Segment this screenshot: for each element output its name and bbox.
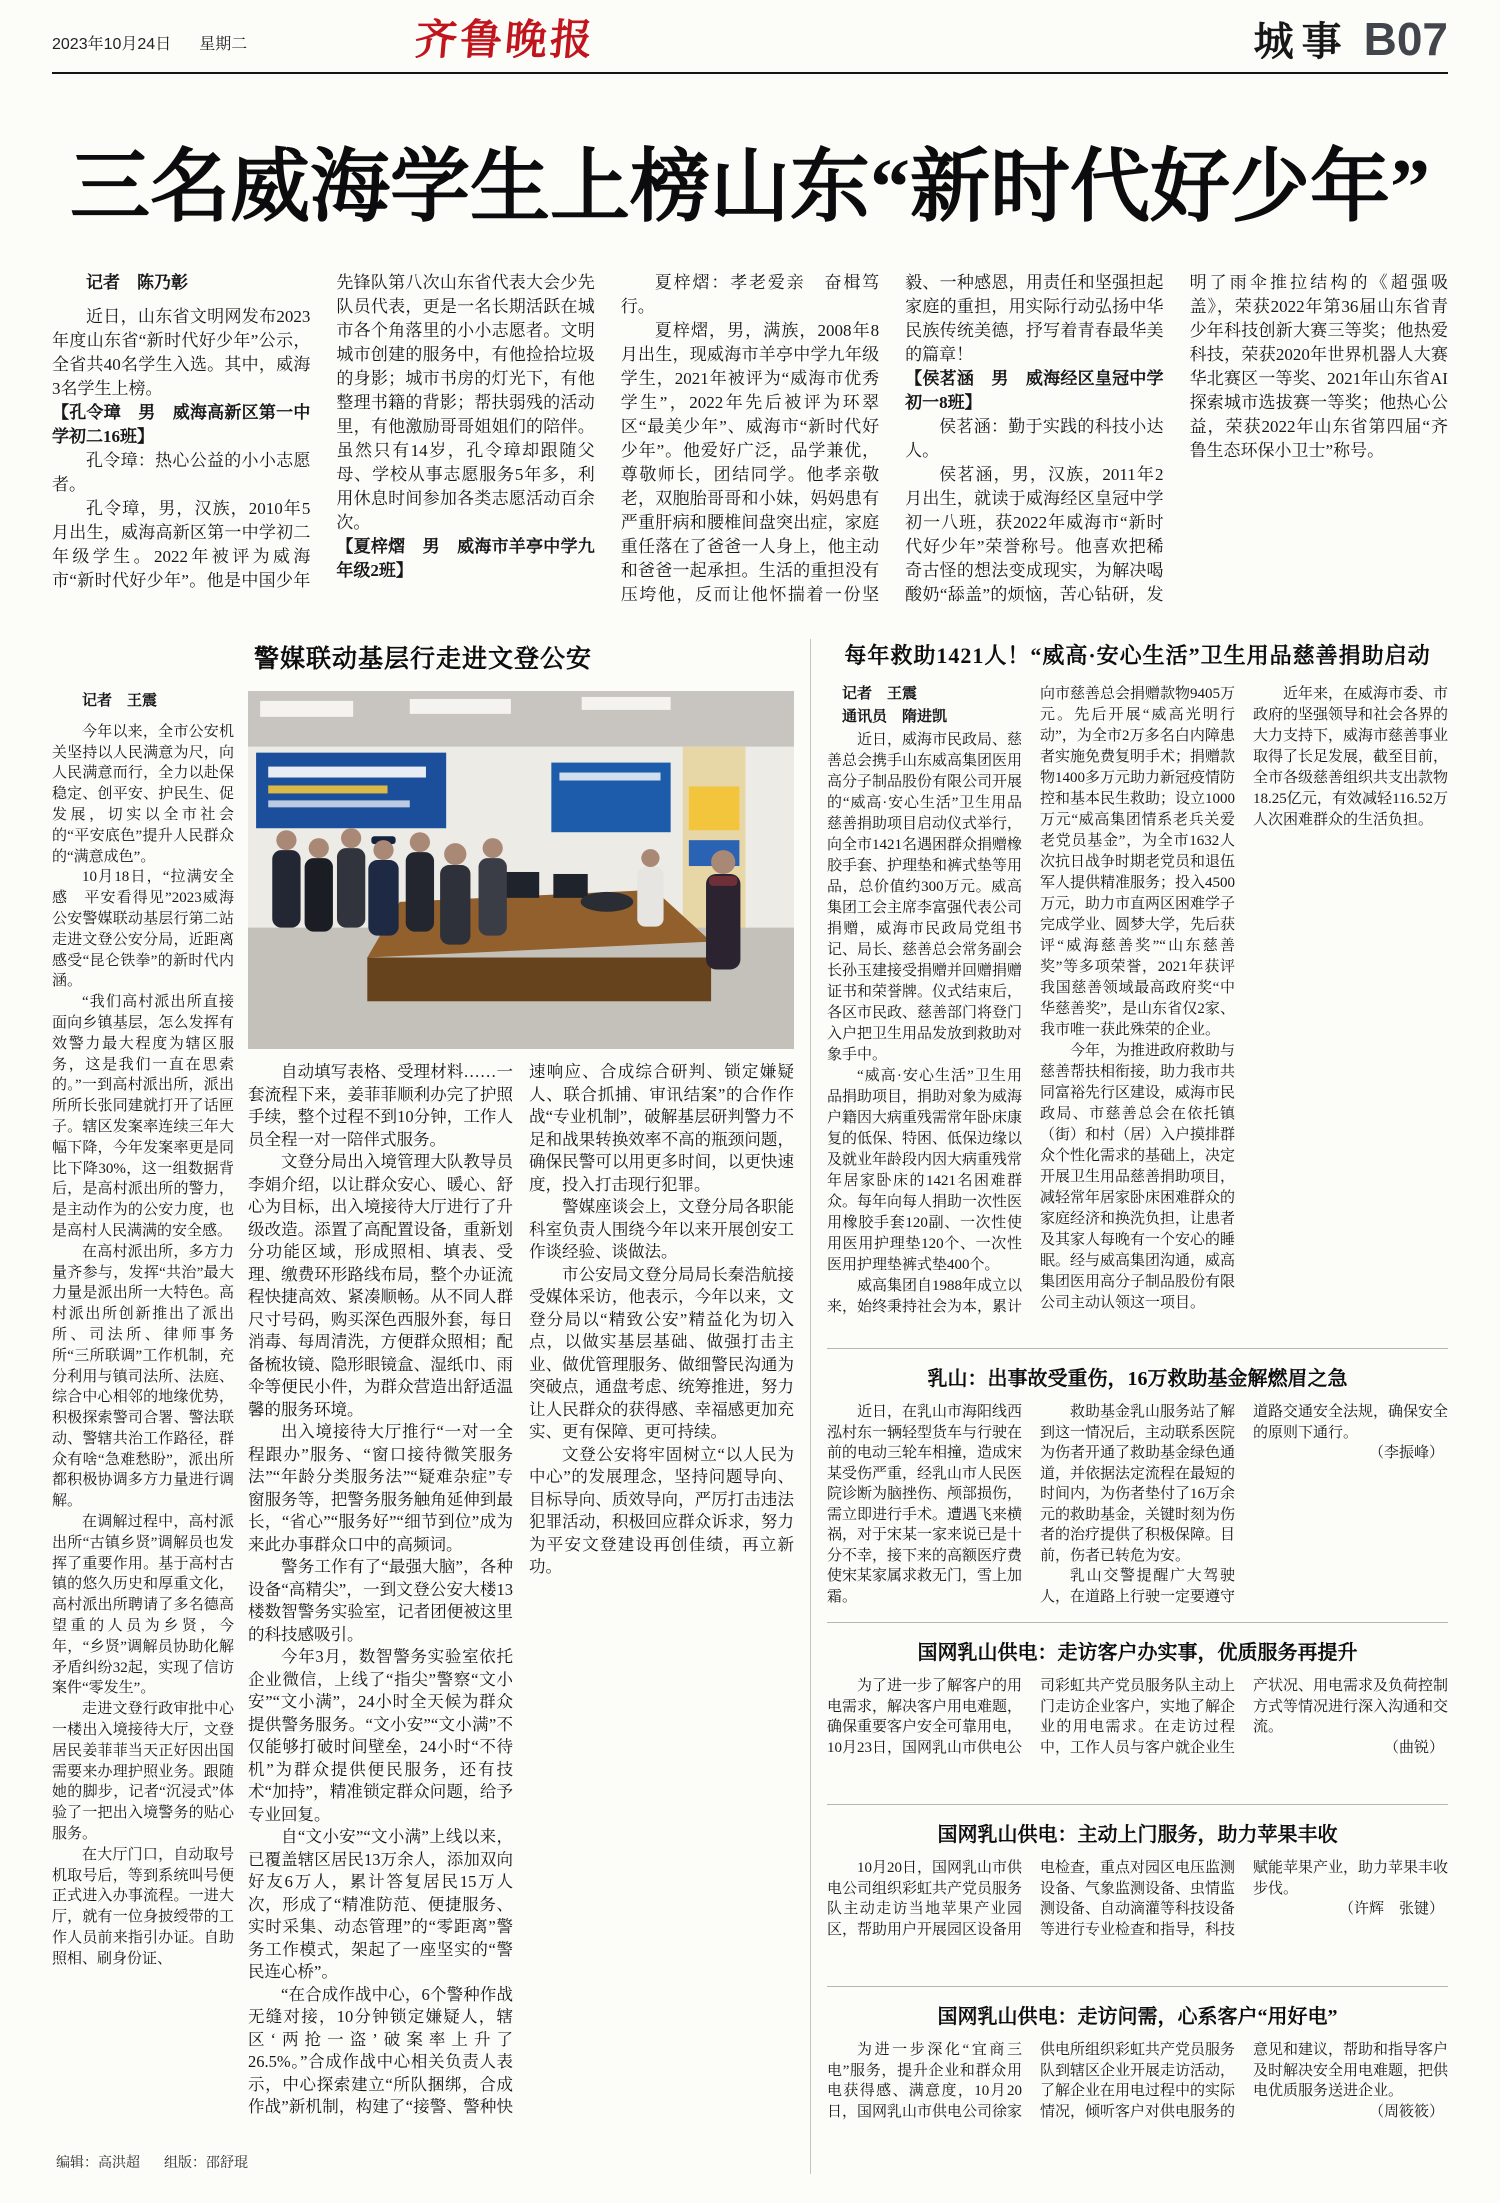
paragraph: 威高集团自1988年成立以来，始终秉持社会为本，累计向市慈善总会捐赠款物9405万元。先后开展“威高光明行动”，为全市2万多名白内障患者实施免费复明手术；捐赠款物1400多万元助力新冠疫情防控和基本民生救助；设立1000万元“威高集团情系老兵关爱老党员基金”，为全市1632人次抗日战争时期老党员和退伍军人提供精准服务；投入4500万元，助力市直两区困难学子完成学业、圆梦大学，先后获评“威海慈善奖”“山东慈善奖”等多项荣誉，2021年获评我国慈善领域最高政府奖“中华慈善奖”，是山东省仅2家、我市唯一获此殊荣的企业。: [827, 686, 1236, 1315]
paragraph: 救助基金乳山服务站了解到这一情况后，主动联系医院为伤者开通了救助基金绿色通道，并依据法定流程在最短的时间内，为伤者垫付了16万余元的救助基金，关键时刻为伤者的治疗提供了积极保障。目前，伤者已转危为安。: [1040, 1404, 1236, 1564]
paragraph: 自“文小安”“文小满”上线以来，已覆盖辖区居民13万余人，添加双向好友6万人，累计答复居民15万人次，形成了“精准防范、便捷服务、实时采集、动态管理”的“零距离”警务工作模式，架起了一座坚实的“警民连心桥”。: [248, 1827, 513, 1981]
paragraph: 文登分局出入境管理大队教导员李娟介绍，以让群众安心、暖心、舒心为目标，出入境接待大厅进行了升级改造。添置了高配置设备，重新划分功能区域，形成照相、填表、受理、缴费环形路线布局，整个办证流程快捷高效、紧凑顺畅。从不同人群尺寸号码，购买深色西服外套，每日消毒、每周清洗，方便群众照相；配备梳妆镜、隐形眼镜盒、湿纸巾、雨伞等便民小件，为群众营造出舒适温馨的服务环境。: [248, 1152, 513, 1419]
brief-signature: （许辉 张键）: [1338, 1901, 1444, 1917]
police-text-columns: [248, 1061, 794, 2139]
paragraph: 乳山交警提醒广大驾驶人，在道路上行驶一定要遵守道路交通安全法规，确保安全的原则下通行。: [1040, 1404, 1448, 1605]
police-article-body: [52, 691, 794, 2143]
weekday-text: 星期二: [199, 36, 248, 53]
charity-article-body: [827, 684, 1448, 1334]
article-brief-power-visit: [827, 1622, 1448, 1790]
article-brief-apple-harvest: [827, 1804, 1448, 1972]
paragraph: 【侯茗涵 男 威海经区皇冠中学初一8班】: [905, 369, 1164, 412]
main-article-body: [52, 271, 1448, 613]
brief-signature: （周筱筱）: [1368, 2103, 1444, 2120]
paragraph: “在合成作战中心，6个警种作战无缝对接，10分钟锁定嫌疑人，辖区‘两抢一盗’破案率上升了26.5%。”合成作战中心相关负责人表示，中心探索建立“所队捆绑，合成作战”新机制，构建了“接警、警种快速响应、合成综合研判、锁定嫌疑人、联合抓捕、审讯结案”的合作作战“专业机制”，破解基层研判警力不足和战果转换效率不高的瓶颈问题，确保民警可以用更多时间，以更快速度，投入打击现行犯罪。: [248, 1062, 794, 2116]
paragraph: 出入境接待大厅推行“一对一全程跟办”服务、“窗口接待微笑服务法”“年龄分类服务法”“疑难杂症”专窗服务等，把警务服务触角延伸到最长，“省心”“服务好”“细节到位”成为来此办事群众口中的高频词。: [248, 1422, 513, 1554]
lower-section: [52, 639, 1448, 2174]
right-column-zone: [810, 639, 1448, 2174]
police-rest-text: [248, 1061, 794, 2139]
article-charity: [827, 639, 1448, 1334]
charity-byline-reporter: 记者 王震: [842, 686, 918, 702]
article-brief-rushan-accident: [827, 1348, 1448, 1608]
paragraph: 警媒座谈会上，文登分局各职能科室负责人围绕今年以来开展创安工作谈经验、谈做法。: [529, 1197, 794, 1261]
charity-article-text: [827, 684, 1448, 1334]
paragraph: 近年来，在威海市委、市政府的坚强领导和社会各界的大力支持下，威海市慈善事业取得了长足发展，截至目前，全市各级慈善组织共支出款物18.25亿元，有效减轻116.52万人次困难群众的生活负担。: [1253, 686, 1448, 828]
paragraph: 在调解过程中，高村派出所“古镇乡贤”调解员也发挥了重要作用。基于高村古镇的悠久历史和厚重文化，高村派出所聘请了多名德高望重的人员为乡贤，今年，“乡贤”调解员协助化解矛盾纠纷32起，实现了信访案件“零发生”。: [52, 1514, 234, 1697]
date-text: 2023年10月24日: [52, 36, 172, 53]
police-column-1-text: [52, 722, 234, 1970]
brief-text: [827, 1402, 1448, 1608]
brief-body: [827, 2040, 1448, 2174]
paragraph: 走进文登行政审批中心一楼出入境接待大厅，文登居民姜菲菲当天正好因出国需要来办理护照业务。跟随她的脚步，记者“沉浸式”体验了一把出入境警务的贴心服务。: [52, 1701, 234, 1843]
paragraph: 近日，在乳山市海阳线西泓村东一辆轻型货车与行驶在前的电动三轮车相撞，造成宋某受伤严重，经乳山市人民医院诊断为脑挫伤、颅部损伤，需立即进行手术。遭遇飞来横祸，对于宋某一家来说已是十分不幸，接下来的高额医疗费使宋某家属求救无门，雪上加霜。: [827, 1404, 1023, 1605]
paragraph: 侯茗涵，男，汉族，2011年2月出生，就读于威海经区皇冠中学初一八班，获2022年威海市“新时代好少年”荣誉称号。他喜欢把稀奇古怪的想法变成现实，为解决喝酸奶“舔盖”的烦恼，苦心钻研，发明了雨伞推拉结构的《超强吸盖》，荣获2022年第36届山东省青少年科技创新大赛三等奖；他热爱科技，荣获2020年世界机器人大赛华北赛区一等奖、2021年山东省AI探索城市选拔赛一等奖；他热心公益，荣获2022年山东省第四届“齐鲁生态环保小卫士”称号。: [905, 273, 1448, 604]
masthead: [52, 13, 1448, 74]
charity-byline-correspondent: 通讯员 隋进凯: [842, 709, 948, 725]
paragraph: 近日，威海市民政局、慈善总会携手山东威高集团医用高分子制品股份有限公司开展的“威高·安心生活”卫生用品慈善捐助项目启动仪式举行，向全市1421名遇困群众捐赠橡胶手套、护理垫和裤式垫等用品，总价值约300万元。威高集团工会主席李富强代表公司捐赠，威海市民政局党组书记、局长、慈善总会常务副会长孙玉建接受捐赠并回赠捐赠证书和荣誉牌。仪式结束后，各区市民政、慈善部门将登门入户把卫生用品发放到救助对象手中。: [827, 732, 1023, 1063]
layout-credit: 组版：邵舒琨: [164, 2154, 248, 2170]
paragraph: 警务工作有了“最强大脑”，各种设备“高精尖”，一到文登公安大楼13楼数智警务实验室，记者团便被这里的科技感吸引。: [248, 1557, 513, 1644]
police-byline: 记者 王震: [82, 693, 158, 709]
brief-signature: （李振峰）: [1368, 1445, 1444, 1461]
paragraph: 今年3月，数智警务实验室依托企业微信，上线了“指尖”警察“文小安”“文小满”，24小时全天候为群众提供警务服务。“文小安”“文小满”不仅能够打破时间壁垒，24小时“不待机”为群众提供便民服务，还有技术“加持”，精准锁定群众问题，给予专业回复。: [248, 1647, 513, 1824]
paragraph: “威高·安心生活”卫生用品捐助项目，捐助对象为威海户籍因大病重残需常年卧床康复的低保、特困、低保边缘以及就业年龄段内因大病重残常年居家卧床的1421名困难群众。每年向每人捐助一次性医用橡胶手套120副、一次性使用医用护理垫120个、一次性医用护理垫裤式垫400个。: [827, 1068, 1023, 1273]
police-right-block: [248, 691, 794, 2143]
paragraph: 市公安局文登分局局长秦浩航接受媒体采访，他表示，今年以来，文登分局以“精致公安”精益化为切入点，以做实基层基础、做强打击主业、做优管理服务、做细警民沟通为突破点，通盘考虑、统筹推进，努力让人民群众的获得感、幸福感更加充实、更有保障、更可持续。: [529, 1264, 794, 1441]
footer-credits: [56, 2152, 248, 2172]
charity-headline: 每年救助1421人！“威高·安心生活”卫生用品慈善捐助启动: [844, 643, 1431, 668]
article-police: [52, 639, 794, 2174]
news-photo-illustration: [248, 691, 794, 1049]
paragraph: 今年以来，全市公安机关坚持以人民满意为尺，向人民满意而行，全力以赴保稳定、创平安、护民生、促发展，切实以全市社会的“平安底色”提升人民群众的“满意成色”。: [52, 723, 234, 865]
news-photo: [248, 691, 794, 1049]
main-article-text: [52, 271, 1448, 613]
paragraph: 为进一步深化“宜商三电”服务，提升企业和群众用电获得感、满意度，10月20日，国网乳山市供电公司徐家供电所组织彩虹共产党员服务队到辖区企业开展走访活动，了解企业在用电过程中的实际情况，倾听客户对供电服务的意见和建议，帮助和指导客户及时解决安全用电难题，把供电优质服务送进企业。: [827, 2042, 1448, 2120]
police-column-1: [52, 691, 234, 2143]
paragraph: 近日，山东省文明网发布2023年度山东省“新时代好少年”公示，全省共40名学生入选。其中，威海3名学生上榜。: [52, 307, 311, 398]
brief-headline: 乳山：出事故受重伤，16万救助基金解燃眉之急: [927, 1368, 1348, 1390]
paragraph: 今年，为推进政府救助与慈善帮扶相衔接，助力我市共同富裕先行区建设，威海市民政局、市慈善总会在依托镇（街）和村（居）入户摸排群众个性化需求的基础上，决定开展卫生用品慈善捐助项目，减轻常年居家卧床困难群众的家庭经济和换洗负担，让患者及其家人每晚有一个安心的睡眠。经与威高集团沟通，威高集团医用高分子制品股份有限公司主动认领这一项目。: [1040, 1043, 1236, 1311]
brief-headline: 国网乳山供电：走访问需，心系客户“用好电”: [937, 2006, 1338, 2028]
paragraph: 【夏梓熠 男 威海市羊亭中学九年级2班】: [336, 537, 595, 580]
paragraph: 10月18日，“拉满安全感 平安看得见”2023威海公安警媒联动基层行第二站走进文登公安分局，近距离感受“昆仑铁拳”的新时代内涵。: [52, 869, 234, 990]
paragraph: 为了进一步了解客户的用电需求，解决客户用电难题，确保重要客户安全可靠用电，10月23日，国网乳山市供电公司彩虹共产党员服务队主动上门走访企业客户，实地了解企业的用电需求。在走访过程中，工作人员与客户就企业生产状况、用电需求及负荷控制方式等情况进行深入沟通和交流。: [827, 1678, 1448, 1756]
paragraph: “我们高村派出所直接面向乡镇基层，怎么发挥有效警力最大程度为辖区服务，这是我们一直在思索的。”一到高村派出所，派出所所长张同建就打开了话匣子。辖区发案率连续三年大幅下降，今年发案率更是同比下降30%，这一组数据背后，是高村派出所的警力，是主动作为的公安力度，也是高村人民满满的安全感。: [52, 994, 234, 1239]
paragraph: 自动填写表格、受理材料……一套流程下来，姜菲菲顺利办完了护照手续，整个过程不到10分钟，工作人员全程一对一陪伴式服务。: [248, 1062, 513, 1149]
paragraph: 孔令璋：热心公益的小小志愿者。: [52, 451, 311, 494]
police-headline: 警媒联动基层行走进文登公安: [253, 646, 592, 673]
brief-signature: （曲锐）: [1383, 1739, 1444, 1756]
brief-body: [827, 1402, 1448, 1608]
brief-body: [827, 1858, 1448, 1972]
paragraph: 夏梓熠：孝老爱亲 奋楫笃行。: [620, 273, 880, 316]
paragraph: 10月20日，国网乳山市供电公司组织彩虹共产党员服务队主动走访当地苹果产业园区，帮助用户开展园区设备用电检查，重点对园区电压监测设备、气象监测设备、虫情监测设备、自动滴灌等科技设备等进行专业检查和指导，科技赋能苹果产业，助力苹果丰收步伐。: [827, 1860, 1448, 1938]
paragraph: 夏梓熠，男，满族，2008年8月出生，现威海市羊亭中学九年级学生，2021年被评为“威海市优秀学生”，2022年先后被评为环翠区“最美少年”、威海市“新时代好少年”。他爱好广泛，品学兼优，尊敬师长，团结同学。他孝亲敬老，双胞胎哥哥和小妹，妈妈患有严重肝病和腰椎间盘突出症，家庭重任落在了爸爸一人身上，他主动和爸爸一起承担。生活的重担没有压垮他，反而让他怀揣着一份坚毅、一种感恩，用责任和坚强担起家庭的重担，用实际行动弘扬中华民族传统美德，抒写着青春最华美的篇章！: [620, 273, 1164, 604]
paragraph: 【孔令璋 男 威海高新区第一中学初二16班】: [52, 403, 311, 446]
brief-headline: 国网乳山供电：主动上门服务，助力苹果丰收: [937, 1824, 1338, 1846]
issue-date: [52, 31, 247, 62]
article-brief-good-power: [827, 1986, 1448, 2174]
editor-credit: 编辑：高洪超: [56, 2154, 140, 2170]
paragraph: 在高村派出所，多方力量齐参与，发挥“共治”最大力量是派出所一大特色。高村派出所创新推出了派出所、司法所、律师事务所“三所联调”工作机制，充分利用与镇司法所、法庭、综合中心相邻的地缘优势，积极探索警司合署、警法联动、警辖共治工作路径，群众有啥“急难愁盼”，派出所都积极协调多方力量进行调解。: [52, 1243, 234, 1510]
paragraph: 在大厅门口，自动取号机取号后，等到系统叫号便正式进入办事流程。一进大厅，就有一位身披绶带的工作人员前来指引办证。自助照相、刷身份证、: [52, 1846, 234, 1967]
page-number: B07: [1363, 13, 1448, 65]
newspaper-logo: 齐鲁晚报: [413, 18, 598, 64]
brief-headline: 国网乳山供电：走访客户办实事，优质服务再提升: [917, 1642, 1358, 1664]
main-headline: 三名威海学生上榜山东“新时代好少年”: [70, 144, 1430, 232]
paragraph: 文登公安将牢固树立“以人民为中心”的发展理念，坚持问题导向、目标导向、质效导向，严厉打击违法犯罪活动，积极回应群众诉求，努力为平安文登建设再创佳绩，再立新功。: [529, 1444, 794, 1576]
section-name: 城事: [1253, 19, 1350, 64]
main-article-byline: 记者 陈乃彰: [86, 273, 188, 292]
paragraph: 侯茗涵：勤于实践的科技小达人。: [905, 417, 1164, 460]
brief-body: [827, 1676, 1448, 1790]
paragraph: 孔令璋，男，汉族，2010年5月出生，威海高新区第一中学初二年级学生。2022年被评为威海市“新时代好少年”。他是中国少年先锋队第八次山东省代表大会少先队员代表，更是一名长期活跃在城市各个角落里的小小志愿者。文明城市创建的服务中，有他捡拾垃圾的身影；城市书房的灯光下，有他整理书籍的背影；帮扶弱残的活动里，有他激励哥哥姐姐们的陪伴。虽然只有14岁，孔令璋却跟随父母、学校从事志愿服务5年多，利用休息时间参加各类志愿活动百余次。: [52, 273, 595, 590]
